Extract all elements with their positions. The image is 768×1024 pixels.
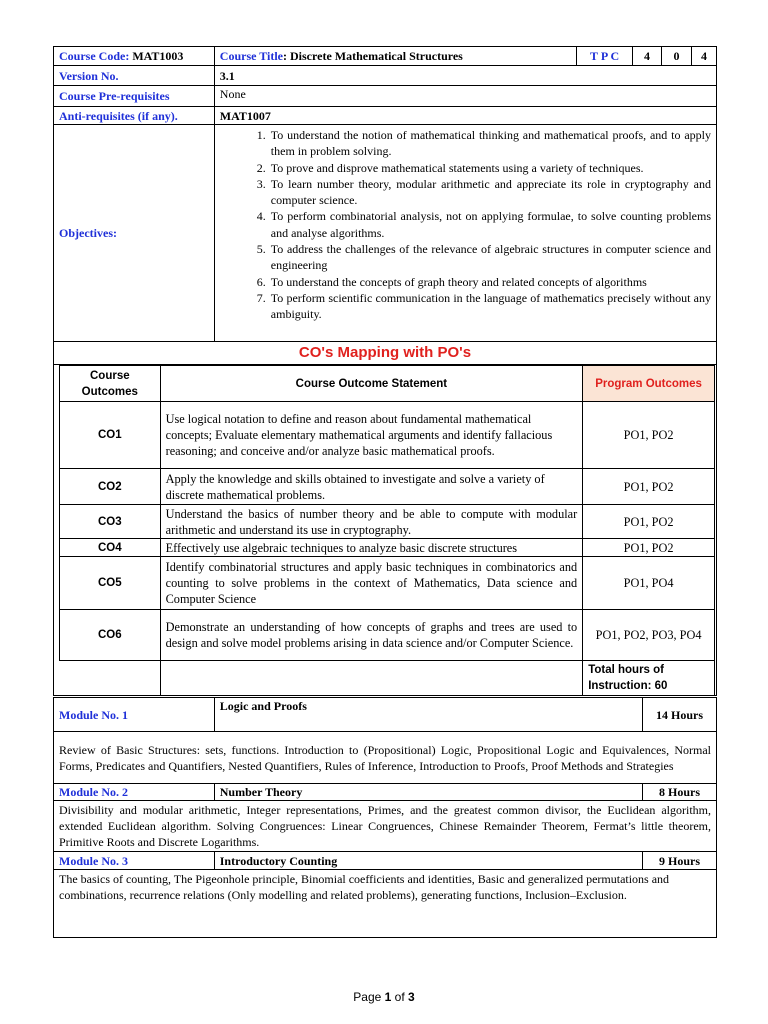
- total-hours: Total hours of Instruction: 60: [583, 661, 715, 695]
- tpc-label: T P C: [577, 47, 633, 66]
- co-statement: Apply the knowledge and skills obtained to investigate and solve a variety of discrete mathematical problems.: [160, 469, 583, 505]
- page-prefix: Page: [353, 990, 385, 1004]
- co-id: CO3: [60, 505, 161, 539]
- objective-item: 5. To address the challenges of the relevance of algebraic structures in computer science and engineering: [269, 241, 711, 274]
- module-label: Module No. 3: [54, 852, 215, 870]
- course-title-value: : Discrete Mathematical Structures: [283, 49, 463, 63]
- table-row: [60, 539, 715, 557]
- co-statement: Identify combinatorial structures and apply basic techniques in combinatorics and counting to solve problems in the context of Mathematics, Data science and Computer Science: [160, 557, 583, 610]
- objectives-label: Objectives:: [54, 125, 215, 342]
- objective-item: 3. To learn number theory, modular arithmetic and appreciate its role in cryptography and computer science.: [269, 176, 711, 209]
- empty-cell: [160, 661, 583, 695]
- module-content: The basics of counting, The Pigeonhole principle, Binomial coefficients and identities, Basic and generalized permutations and combinations, recurrence relations (Only modelling and related problems), generating functions, Inclusion–Exclusion.: [54, 870, 717, 938]
- modules-table: [53, 697, 717, 938]
- course-title-label: Course Title: [219, 49, 284, 63]
- co-id: CO5: [60, 557, 161, 610]
- course-info-table: [53, 46, 717, 342]
- page-current: 1: [384, 990, 392, 1004]
- page-total: 3: [408, 990, 415, 1004]
- co-id: CO4: [60, 539, 161, 557]
- prereq-label: Course Pre-requisites: [54, 86, 215, 107]
- module-label: Module No. 1: [54, 698, 215, 732]
- co-po: PO1, PO2: [583, 505, 715, 539]
- objective-item: 6. To understand the concepts of graph theory and related concepts of algorithms: [269, 274, 711, 290]
- tpc-c-value: 4: [691, 47, 716, 66]
- objectives-list: [220, 127, 711, 323]
- table-row: [60, 505, 715, 539]
- co-statement: Demonstrate an understanding of how concepts of graphs and trees are used to design and solve model problems arising in data science and/or Computer Science.: [160, 610, 583, 661]
- col-outcome-statement: Course Outcome Statement: [160, 366, 583, 402]
- co-inner-table: [59, 365, 715, 695]
- table-row: [60, 557, 715, 610]
- module-hours: 9 Hours: [643, 852, 717, 870]
- table-row: [60, 610, 715, 661]
- module-content: Review of Basic Structures: sets, functions. Introduction to (Propositional) Logic, Propositional Logic and Equivalences, Normal Forms, Predicates and Quantifiers, Nested Quantifiers, Rules of Inference, Introduction to Proofs, Proof Methods and Strategies: [54, 732, 717, 784]
- antireq-label: Anti-requisites (if any).: [54, 107, 215, 125]
- col-program-outcomes: Program Outcomes: [583, 366, 715, 402]
- objectives-cell: [214, 125, 716, 342]
- antireq-value: MAT1007: [214, 107, 716, 125]
- course-code-label: Course Code:: [59, 49, 130, 63]
- objective-item: 7. To perform scientific communication in the language of mathematics precisely without any ambiguity.: [269, 290, 711, 323]
- version-value: 3.1: [214, 66, 716, 86]
- version-label: Version No.: [54, 66, 215, 86]
- course-title-cell: [214, 47, 576, 66]
- module-hours: 14 Hours: [643, 698, 717, 732]
- mapping-title: CO's Mapping with PO's: [54, 342, 717, 365]
- co-statement: Effectively use algebraic techniques to analyze basic discrete structures: [160, 539, 583, 557]
- co-statement: Understand the basics of number theory and be able to compute with modular arithmetic and understand its use in cryptography.: [160, 505, 583, 539]
- co-mapping-container: [54, 365, 717, 696]
- course-code-cell: [54, 47, 215, 66]
- empty-cell: [60, 661, 161, 695]
- module-title: Number Theory: [214, 784, 642, 801]
- objective-item: 2. To prove and disprove mathematical statements using a variety of techniques.: [269, 160, 711, 176]
- tpc-p-value: 0: [662, 47, 692, 66]
- module-hours: 8 Hours: [643, 784, 717, 801]
- co-statement: Use logical notation to define and reason about fundamental mathematical concepts; Evaluate elementary mathematical arguments and identify fallacious reasoning; and conceive and/or analyze basic mathematical proofs.: [160, 402, 583, 469]
- table-row: [60, 402, 715, 469]
- tpc-t-value: 4: [633, 47, 662, 66]
- co-po: PO1, PO2: [583, 402, 715, 469]
- col-course-outcomes: Course Outcomes: [60, 366, 161, 402]
- page-number: [0, 990, 768, 1004]
- co-id: CO2: [60, 469, 161, 505]
- co-po: PO1, PO4: [583, 557, 715, 610]
- co-mapping-table: [53, 341, 717, 696]
- table-row: [60, 469, 715, 505]
- objective-item: 1. To understand the notion of mathematical thinking and mathematical proofs, and to apply them in problem solving.: [269, 127, 711, 160]
- module-content: Divisibility and modular arithmetic, Integer representations, Primes, and the greatest common divisor, the Euclidean algorithm, extended Euclidean algorithm. Solving Congruences: Linear Congruences, Chinese Remainder Theorem, Fermat’s little theorem, Primitive Roots and Discrete Logarithms.: [54, 801, 717, 852]
- module-title: Introductory Counting: [214, 852, 642, 870]
- page-of: of: [391, 990, 409, 1004]
- co-po: PO1, PO2: [583, 469, 715, 505]
- course-code-value: MAT1003: [132, 49, 184, 63]
- objective-item: 4. To perform combinatorial analysis, not on applying formulae, to solve counting problems and analyse algorithms.: [269, 208, 711, 241]
- module-title: Logic and Proofs: [214, 698, 642, 732]
- co-id: CO1: [60, 402, 161, 469]
- prereq-value: None: [214, 86, 716, 107]
- module-label: Module No. 2: [54, 784, 215, 801]
- co-po: PO1, PO2: [583, 539, 715, 557]
- co-id: CO6: [60, 610, 161, 661]
- co-po: PO1, PO2, PO3, PO4: [583, 610, 715, 661]
